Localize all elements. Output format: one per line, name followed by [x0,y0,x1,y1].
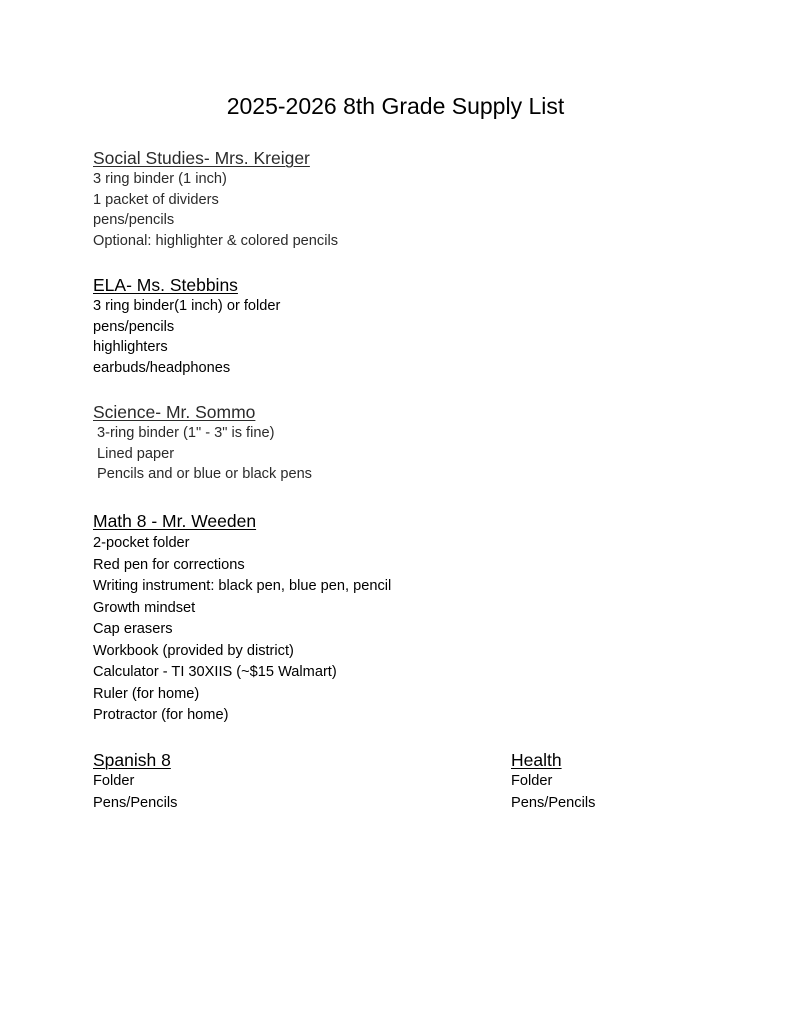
list-item: Workbook (provided by district) [93,642,294,659]
list-item: Ruler (for home) [93,685,200,702]
section-heading: Science- Mr. Sommo [93,402,256,422]
section-heading: Health [511,750,562,770]
list-item: highlighters [93,339,168,355]
list-item: 3-ring binder (1" - 3" is fine) [97,425,275,441]
list-item: pens/pencils [93,212,175,228]
list-item: 3 ring binder (1 inch) [93,171,227,187]
list-item: Optional: highlighter & colored pencils [93,232,338,249]
list-item: Pens/Pencils [93,794,178,811]
section-ela [93,274,280,378]
section-heading: ELA- Ms. Stebbins [93,275,238,295]
list-item: Calculator - TI 30XIIS (~$15 Walmart) [93,664,337,680]
list-item: Pencils and or blue or black pens [97,466,312,482]
list-item: Cap erasers [93,621,173,637]
section-math [93,510,391,727]
list-item: pens/pencils [93,318,175,335]
list-item: earbuds/headphones [93,359,231,376]
list-item: Protractor (for home) [93,707,229,723]
list-item: Writing instrument: black pen, blue pen, pencil [93,578,392,594]
page-title: 2025-2026 8th Grade Supply List [226,93,565,119]
section-heading: Social Studies- Mrs. Kreiger [93,148,310,168]
list-item: Red pen for corrections [93,556,245,573]
section-health [511,749,595,814]
list-item: 1 packet of dividers [93,191,219,208]
list-item: Folder [511,773,553,789]
list-item: Lined paper [97,445,175,462]
section-social-studies [93,147,338,251]
list-item: Folder [93,773,135,789]
list-item: 2-pocket folder [93,535,190,551]
section-heading: Math 8 - Mr. Weeden [93,511,257,531]
list-item: Pens/Pencils [511,794,596,811]
section-heading: Spanish 8 [93,750,171,770]
section-spanish [93,749,177,814]
section-science [93,401,312,485]
list-item: Growth mindset [93,599,196,616]
list-item: 3 ring binder(1 inch) or folder [93,298,281,314]
